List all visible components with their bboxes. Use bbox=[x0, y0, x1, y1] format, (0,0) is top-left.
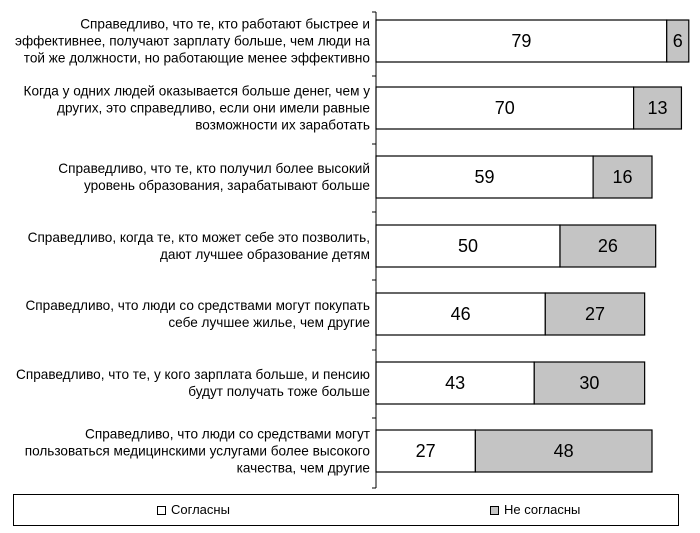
data-label-agree: 70 bbox=[494, 98, 515, 118]
data-label-disagree: 48 bbox=[553, 441, 574, 461]
legend-item-agree bbox=[157, 502, 230, 518]
category-label: Справедливо, что люди со средствами могут пользоваться медицинскими услугами более высокого качества, чем другие bbox=[24, 426, 370, 476]
data-label-agree: 59 bbox=[474, 167, 495, 187]
data-label-agree: 46 bbox=[450, 304, 471, 324]
category-label: Когда у одних людей оказывается больше денег, чем у других, это справедливо, если они имели равные возможности их заработать bbox=[23, 83, 370, 133]
data-label-disagree: 30 bbox=[579, 373, 600, 393]
legend-swatch-agree bbox=[157, 506, 166, 515]
data-label-disagree: 16 bbox=[612, 167, 633, 187]
category-label: Справедливо, что те, кто получил более высокий уровень образования, зарабатывают больше bbox=[58, 161, 370, 193]
data-label-disagree: 13 bbox=[647, 98, 668, 118]
data-label-agree: 27 bbox=[415, 441, 436, 461]
legend bbox=[13, 494, 679, 526]
legend-item-disagree bbox=[490, 502, 580, 518]
category-label: Справедливо, когда те, кто может себе это позволить, дают лучшее образование детям bbox=[27, 230, 370, 262]
category-label: Справедливо, что те, у кого зарплата больше, и пенсию будут получать тоже больше bbox=[16, 367, 370, 399]
axis-ticks bbox=[372, 12, 376, 488]
data-label-disagree: 6 bbox=[672, 31, 683, 51]
category-label: Справедливо, что те, кто работают быстрее и эффективнее, получают зарплату больше, чем люди на той же должности, но работающие менее эффективно bbox=[15, 16, 370, 66]
bars-group bbox=[376, 20, 689, 472]
legend-label-agree: Согласны bbox=[171, 502, 230, 517]
data-label-agree: 79 bbox=[511, 31, 532, 51]
data-label-agree: 50 bbox=[457, 236, 479, 256]
data-label-agree: 43 bbox=[445, 373, 466, 393]
legend-label-disagree: Не согласны bbox=[504, 502, 581, 517]
data-label-disagree: 27 bbox=[584, 304, 605, 324]
data-label-disagree: 26 bbox=[597, 236, 618, 256]
legend-swatch-disagree bbox=[490, 506, 499, 515]
category-label: Справедливо, что люди со средствами могут покупать себе лучшее жилье, чем другие bbox=[25, 298, 370, 330]
